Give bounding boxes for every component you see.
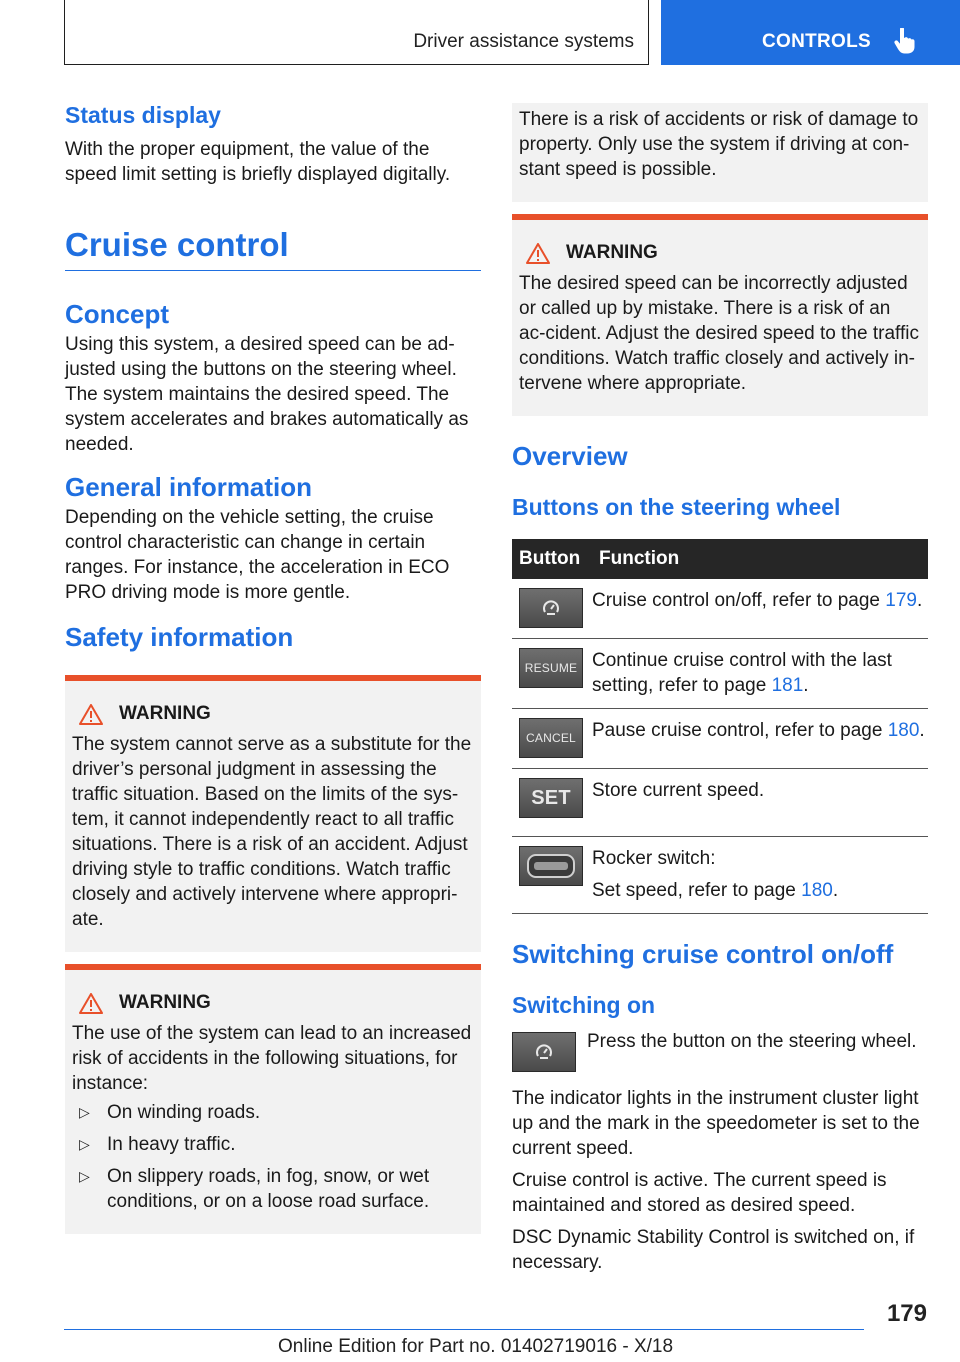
warning-box-2	[65, 964, 481, 1234]
general-information-text: Depending on the vehicle setting, the cruise control characteristic can change in certain ranges. For instance, the acceleration in ECO PRO driving mode is more gentle.	[65, 507, 450, 603]
warning-2-text: The use of the system can lead to an increased risk of accidents in the following situations, for instance:	[72, 1023, 472, 1094]
general-information-heading: General information	[65, 472, 313, 502]
warning-continuation-box	[512, 103, 928, 202]
dsc-text: DSC Dynamic Stability Control is switched on, if necessary.	[512, 1227, 915, 1273]
header-tab-controls[interactable]	[661, 0, 960, 65]
warning-continuation-text: There is a risk of accidents or risk of damage to property. Only use the system if driving at con‐stant speed is possible.	[519, 109, 919, 180]
function-cell: Store current speed.	[592, 769, 928, 837]
switching-heading: Switching cruise control on/off	[512, 939, 894, 969]
right-column	[512, 103, 928, 1275]
function-cell: Continue cruise control with the last setting, refer to page 181.	[592, 639, 928, 709]
warning-header	[72, 703, 474, 725]
table-header-row	[512, 539, 928, 579]
indicator-text: The indicator lights in the instrument cluster light up and the mark in the speedometer is set to the current speed.	[512, 1088, 920, 1159]
page-link[interactable]: 179	[885, 590, 917, 611]
safety-information-heading: Safety information	[65, 622, 294, 652]
warning-box-1	[65, 675, 481, 952]
warning-triangle-icon	[79, 993, 103, 1014]
function-cell: Rocker switch: Set speed, refer to page 180.	[592, 837, 928, 914]
cruise-control-icon	[541, 599, 561, 617]
warning-label: WARNING	[119, 992, 211, 1013]
switch-on-text: Press the button on the steering wheel.	[587, 1031, 917, 1052]
list-item: ▷ In heavy traffic.	[79, 1134, 236, 1155]
warning-triangle-icon	[79, 704, 103, 725]
overview-heading: Overview	[512, 441, 628, 471]
rocker-switch-image	[519, 846, 583, 886]
cruise-control-title: Cruise control	[65, 226, 481, 271]
status-display-heading: Status display	[65, 102, 221, 128]
set-button-image: SET	[519, 778, 583, 818]
page-number: 179	[886, 1300, 927, 1327]
buttons-table	[512, 539, 928, 914]
switching-on-heading: Switching on	[512, 992, 656, 1018]
concept-text: Using this system, a desired speed can be ad‐justed using the buttons on the steering wheel. The system maintains the desired speed. The system accelerates and brakes automatically as needed.	[65, 334, 469, 455]
warning-triangle-icon	[526, 243, 550, 264]
bullet-marker: ▷	[79, 1104, 90, 1120]
bullet-marker: ▷	[79, 1136, 90, 1152]
page-link[interactable]: 181	[771, 675, 804, 696]
header-section-title: Driver assistance systems	[413, 31, 634, 52]
table-row	[512, 769, 928, 837]
left-column	[65, 100, 481, 1234]
list-item: ▷ On slippery roads, in fog, snow, or wet conditions, or on a loose road surface.	[79, 1166, 430, 1212]
page-link[interactable]: 180	[887, 720, 920, 741]
rocker-switch-icon	[526, 853, 576, 879]
header-box	[64, 0, 649, 65]
steering-wheel-buttons-heading: Buttons on the steering wheel	[512, 494, 841, 520]
switch-on-row	[512, 1029, 928, 1072]
pointing-hand-icon	[894, 28, 916, 54]
table-row	[512, 709, 928, 769]
cruise-on-off-button-image	[519, 588, 583, 628]
cruise-on-off-button-image	[512, 1032, 576, 1072]
table-header-function: Function	[592, 539, 928, 579]
function-cell: Pause cruise control, refer to page 180.	[592, 709, 928, 769]
status-display-text: With the proper equipment, the value of the speed limit setting is briefly displayed digitally.	[65, 139, 451, 185]
table-row	[512, 837, 928, 914]
page-link[interactable]: 180	[801, 880, 833, 901]
warning-header	[72, 992, 474, 1014]
warning-label: WARNING	[566, 242, 658, 263]
footer-edition: Online Edition for Part no. 01402719016 - X/18	[278, 1336, 674, 1357]
warning-header	[519, 242, 921, 264]
list-item: ▷ On winding roads.	[79, 1102, 261, 1123]
warning-1-text: The system cannot serve as a substitute for the driver’s personal judgment in assessing the traffic situation. Based on the limits of the sys‐tem, it cannot independently react to all traffic situations. There is a risk of an accident. Adjust driving style to traffic conditions. Watch traffic closely and actively intervene where appropri‐ate.	[72, 734, 472, 930]
warning-3-text: The desired speed can be incorrectly adjusted or called up by mistake. There is a risk of an ac‐cident. Adjust the desired speed to the traffic conditions. Watch traffic closely and actively in‐tervene where appropriate.	[519, 273, 919, 394]
table-header-button: Button	[512, 539, 592, 579]
function-cell: Cruise control on/off, refer to page 179.	[592, 579, 928, 639]
cancel-button-image: CANCEL	[519, 718, 583, 758]
active-text: Cruise control is active. The current speed is maintained and stored as desired speed.	[512, 1170, 887, 1216]
cruise-control-icon	[534, 1043, 554, 1061]
concept-heading: Concept	[65, 299, 169, 329]
header-tab-label: CONTROLS	[762, 31, 872, 52]
warning-label: WARNING	[119, 703, 211, 724]
table-row	[512, 579, 928, 639]
footer-divider	[64, 1329, 864, 1330]
table-row	[512, 639, 928, 709]
warning-box-3	[512, 214, 928, 416]
bullet-marker: ▷	[79, 1168, 90, 1184]
resume-button-image: RESUME	[519, 648, 583, 688]
